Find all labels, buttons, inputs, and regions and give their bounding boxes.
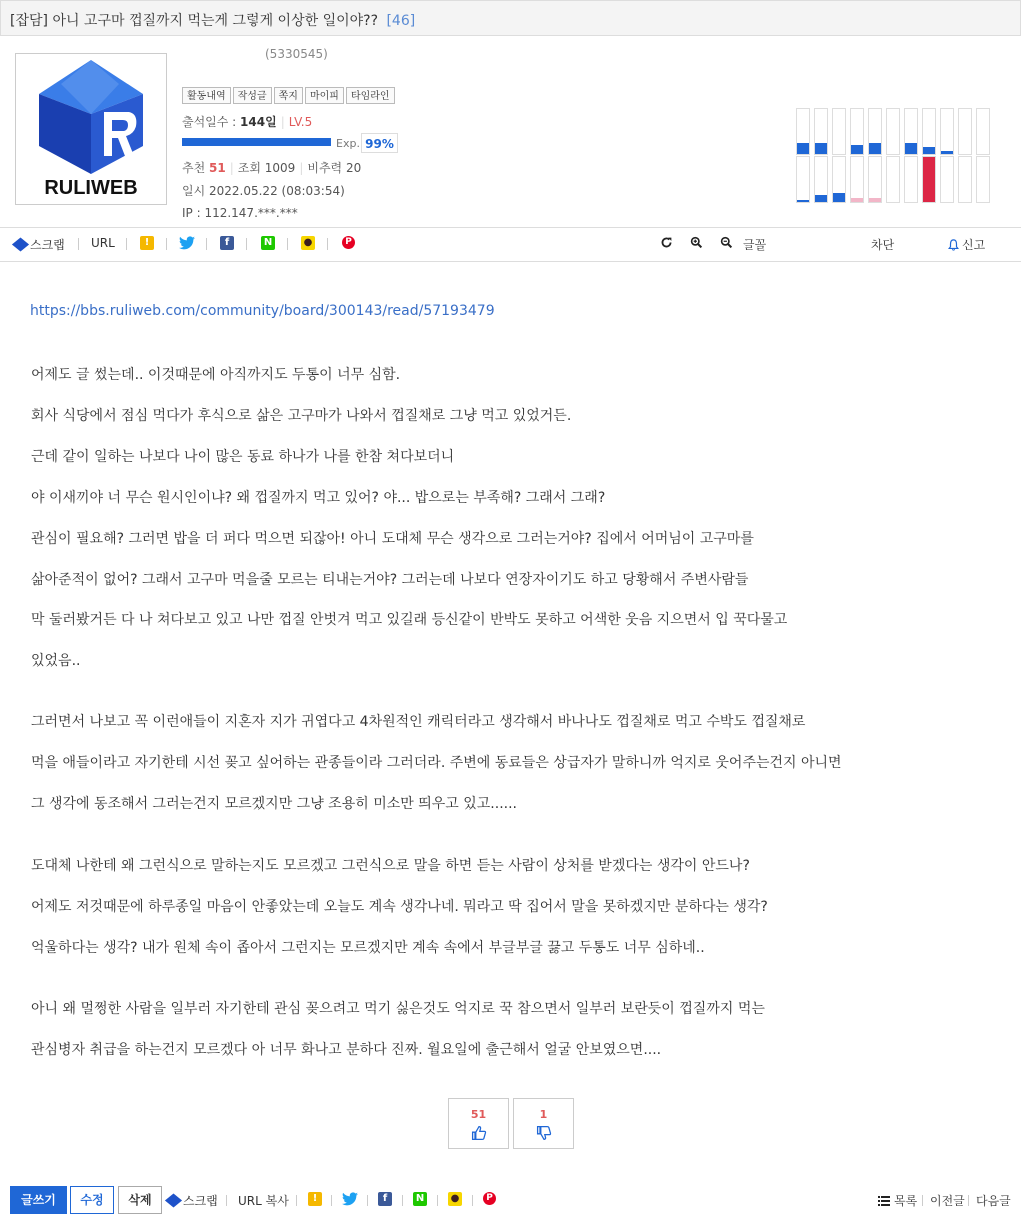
exp-percent: 99% [361,133,398,153]
post-category: [잡담] [10,13,48,29]
activity-bar [976,108,990,155]
thumbs-down-icon [536,1125,552,1141]
views-count: 조회 1009 [237,161,296,175]
report-button[interactable] [948,236,985,253]
ruliweb-logo [16,54,166,204]
author-ip: IP : 112.147.***.*** [182,206,298,220]
recommend-value: 51 [209,161,226,175]
bottom-pinterest-icon[interactable]: P [483,1192,496,1205]
activity-bar [886,108,900,155]
list-button[interactable] [878,1192,917,1209]
facebook-share-icon[interactable]: f [220,236,234,250]
post-title [10,10,415,30]
block-button[interactable]: 차단 [871,238,895,252]
post-title-text: 아니 고구마 껍질까지 먹는게 그렇게 이상한 일이야?? [52,13,379,29]
post-body-line: 그 생각에 동조해서 그러는건지 모르겠지만 그냥 조용히 미소만 띄우고 있고...... [31,796,517,812]
prev-post-button[interactable]: 이전글 [930,1194,965,1208]
font-button[interactable]: 글꼴 [743,238,767,252]
attendance-row: 출석일수 : 144일 | LV.5 [182,115,313,129]
activity-bar [976,156,990,203]
activity-bar [832,156,846,203]
activity-bar [832,108,846,155]
activity-bar [922,156,936,203]
list-label: 목록 [894,1194,918,1208]
like-count: 51 [470,1108,487,1121]
post-toolbar [0,227,1021,262]
author-level: LV.5 [288,115,313,129]
naver-share-icon[interactable]: N [261,236,275,250]
author-tabs [182,87,397,104]
post-body-line: 관심이 필요해? 그러면 밥을 더 퍼다 먹으면 되잖아! 아니 도대체 무슨 생각으로 그러는거야? 집에서 어머님이 고구마를 [31,531,754,547]
kakaostory-share-icon[interactable]: ! [140,236,154,250]
bottom-twitter-icon[interactable] [342,1192,358,1206]
bottom-scrap-label: 스크랩 [183,1194,218,1208]
list-icon [878,1196,890,1206]
next-post-button[interactable]: 다음글 [976,1194,1011,1208]
post-source-link[interactable]: https://bbs.ruliweb.com/community/board/300143/read/57193479 [30,303,495,319]
bottom-naver-icon[interactable]: N [413,1192,427,1206]
activity-bar [940,156,954,203]
activity-bar [868,108,882,155]
activity-bar [796,108,810,155]
activity-bar [922,108,936,155]
cube-icon [165,1194,182,1208]
thumbs-up-icon [471,1125,487,1141]
like-button[interactable] [448,1098,509,1149]
post-body-line: 아니 왜 멀쩡한 사람을 일부러 자기한테 관심 꽂으려고 먹기 싫은것도 억지로 꾹 참으면서 일부러 보란듯이 껍질까지 먹는 [31,1001,765,1017]
tab-message[interactable]: 쪽지 [274,87,303,104]
author-uid: (5330545) [265,47,328,61]
bottom-kakaostory-icon[interactable]: ! [308,1192,322,1206]
report-label: 신고 [962,238,986,252]
url-copy-button[interactable]: URL 복사 [238,1194,289,1208]
activity-bar [796,156,810,203]
attendance-value: 144일 [240,115,277,129]
bottom-kakaotalk-icon[interactable]: ● [448,1192,462,1206]
activity-bar [940,108,954,155]
stats-row: 추천 51 | 조회 1009 | 비추력 20 [182,161,362,175]
scrap-button[interactable] [15,236,65,253]
attendance-label: 출석일수 : [182,115,241,129]
post-body-line: 그러면서 나보고 꼭 이런애들이 지혼자 지가 귀엽다고 4차원적인 캐릭터라고 생각해서 바나나도 껍질채로 먹고 수박도 껍질채로 [31,714,806,730]
bottom-facebook-icon[interactable]: f [378,1192,392,1206]
post-body-line: 막 둘러봤거든 다 나 쳐다보고 있고 나만 껍질 안벗겨 먹고 있길래 등신같이 반박도 못하고 어색한 웃음 지으면서 입 꾹다물고 [31,612,788,628]
post-body-line: 야 이새끼야 너 무슨 원시인이냐? 왜 껍질까지 먹고 있어? 야... 밥으로는 부족해? 그래서 그래? [31,490,606,506]
scrap-label: 스크랩 [30,238,65,252]
post-date: 일시 2022.05.22 (08:03:54) [182,184,345,198]
delete-button[interactable]: 삭제 [118,1186,162,1214]
post-body-line: 회사 식당에서 점심 먹다가 후식으로 삶은 고구마가 나와서 껍질채로 그냥 먹고 있었거든. [31,408,572,424]
post-title-bar [0,0,1021,36]
twitter-share-icon[interactable] [179,236,195,250]
activity-bar [904,108,918,155]
bell-icon [948,239,959,251]
nonrecommend-value: 비추력 20 [307,161,362,175]
post-body-line: 관심병자 취급을 하는건지 모르겠다 아 너무 화나고 분하다 진짜. 월요일에 출근해서 얼굴 안보였으면.... [31,1042,662,1058]
comment-count[interactable]: [46] [386,13,416,29]
dislike-button[interactable] [513,1098,574,1149]
logo-text: RULIWEB [44,177,138,199]
refresh-icon[interactable] [660,236,673,249]
activity-bar [850,108,864,155]
activity-bar [886,156,900,203]
kakaotalk-share-icon[interactable]: ● [301,236,315,250]
zoom-in-icon[interactable] [690,236,703,249]
bottom-scrap-button[interactable] [168,1192,218,1209]
tab-mypi[interactable]: 마이피 [305,87,344,104]
post-body-line: 삶아준적이 없어? 그래서 고구마 먹을줄 모르는 티내는거야? 그러는데 나보다 연장자이기도 하고 당황해서 주변사람들 [31,572,749,588]
activity-bar [868,156,882,203]
recommend-label: 추천 [182,161,206,175]
cube-icon [12,238,29,252]
post-body-line: 도대체 나한테 왜 그런식으로 말하는지도 모르겠고 그런식으로 말을 하면 듣는 사람이 상처를 받겠다는 생각이 안드나? [31,858,750,874]
post-body-line: 있었음.. [31,653,81,669]
author-avatar[interactable] [15,53,167,205]
activity-bar [958,156,972,203]
post-body-line: 근데 같이 일하는 나보다 나이 많은 동료 하나가 나를 한참 쳐다보더니 [31,449,455,465]
post-body-line: 먹을 애들이라고 자기한테 시선 꽂고 싶어하는 관종들이라 그러더라. 주변에 동료들은 상급자가 말하니까 억지로 웃어주는건지 아니면 [31,755,842,771]
post-body-line: 어제도 글 썼는데.. 이것때문에 아직까지도 두통이 너무 심함. [31,367,401,383]
tab-timeline[interactable]: 타임라인 [346,87,395,104]
url-button[interactable]: URL [91,236,115,250]
exp-label: Exp. [336,137,360,150]
zoom-out-icon[interactable] [720,236,733,249]
edit-button[interactable]: 수정 [70,1186,114,1214]
activity-bar [904,156,918,203]
dislike-count: 1 [539,1108,548,1121]
post-body-line: 억울하다는 생각? 내가 원체 속이 좁아서 그런지는 모르겠지만 계속 속에서 부글부글 끓고 두통도 너무 심하네.. [31,940,705,956]
activity-bar [814,108,828,155]
pinterest-share-icon[interactable]: P [342,236,355,249]
post-body-line: 어제도 저것때문에 하루종일 마음이 안좋았는데 오늘도 계속 생각나네. 뭐라고 딱 집어서 말을 못하겠지만 분하다는 생각? [31,899,768,915]
activity-bar [850,156,864,203]
exp-progress-bar [182,138,331,146]
activity-bar [814,156,828,203]
activity-bar [958,108,972,155]
tab-posts[interactable]: 작성글 [233,87,272,104]
write-button[interactable]: 글쓰기 [10,1186,67,1214]
tab-activity[interactable]: 활동내역 [182,87,231,104]
